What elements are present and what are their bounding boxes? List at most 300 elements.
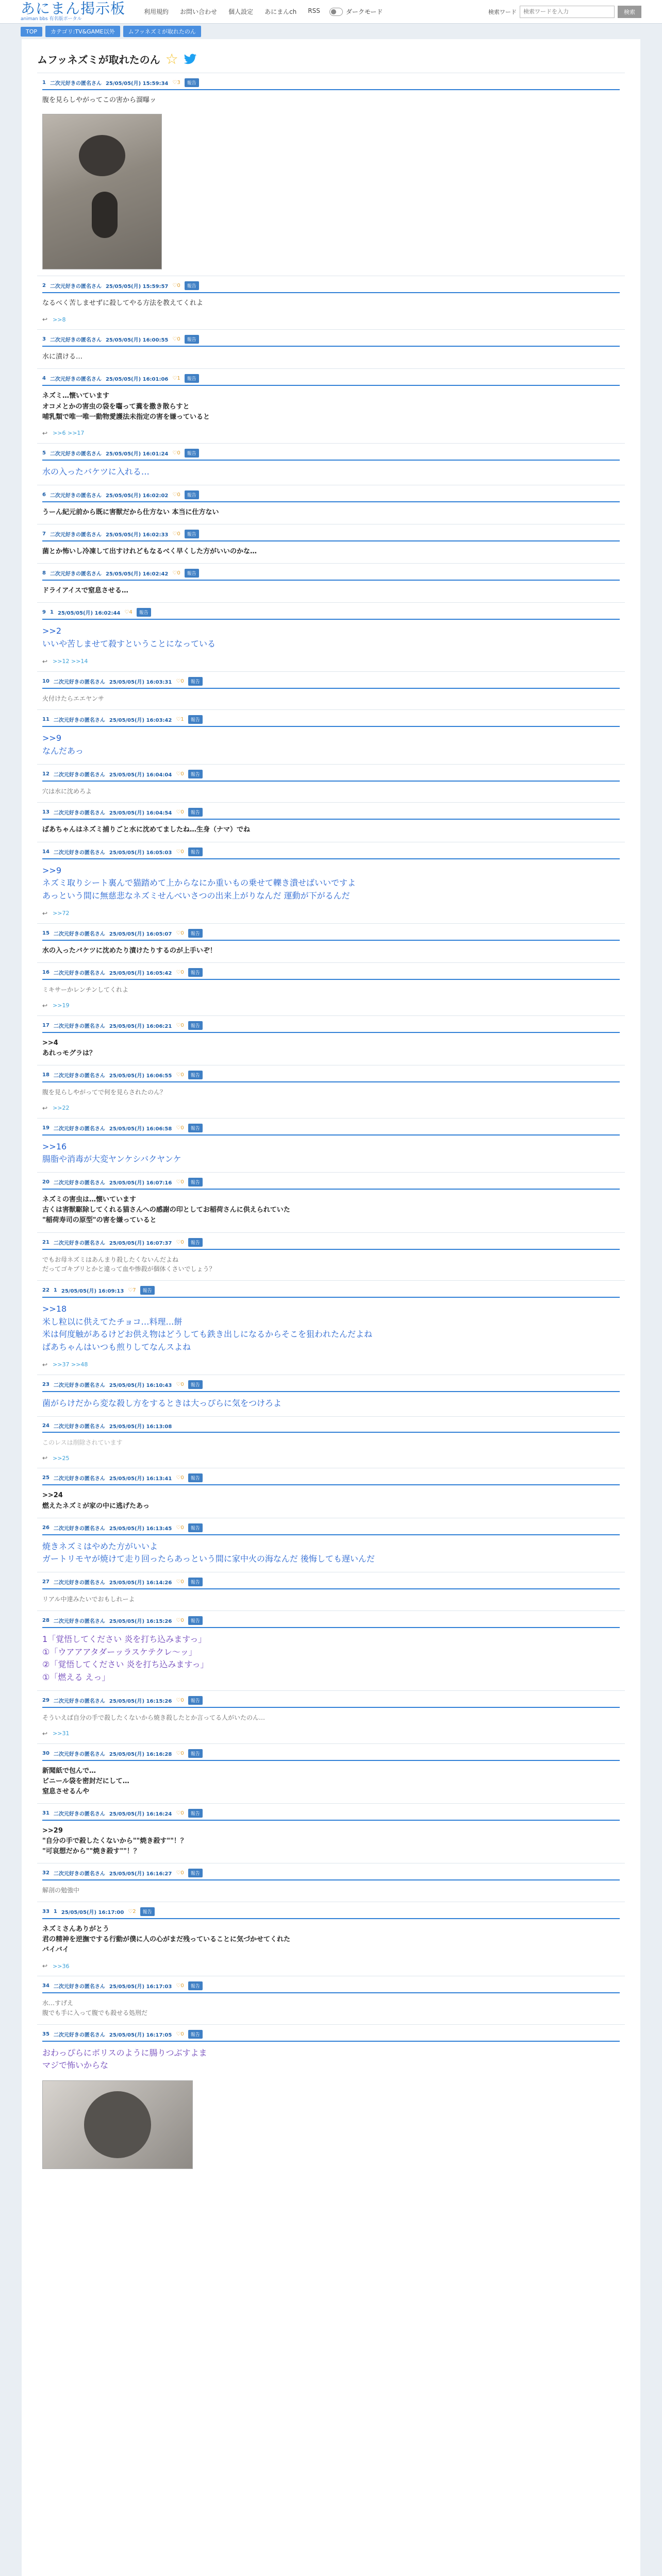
poster-name: 二次元好きの匿名さん [49,493,102,499]
report-button[interactable]: 報告 [188,1124,203,1132]
report-button[interactable]: 報告 [140,1286,155,1295]
poster-name: 二次元好きの匿名さん [49,571,102,577]
post-body: >>29 "自分の手で殺したくないから""焼き殺す""！？ "可哀想だから""焼き殺す""！？ [42,1827,187,1856]
post-date: 25/05/05(月) 16:16:27 [109,1871,172,1877]
post-number[interactable]: 31 [42,1810,49,1817]
heart-icon: ♡ [172,570,177,576]
search-input[interactable] [520,6,615,18]
report-button[interactable]: 報告 [188,1238,203,1247]
heart-icon: ♡ [176,1579,181,1585]
post-number[interactable]: 19 [42,1125,49,1131]
post-number[interactable]: 2 [42,283,46,289]
post-number[interactable]: 6 [42,492,46,498]
heart-icon: ♡ [176,1239,181,1245]
toggle-switch-icon[interactable] [329,8,343,16]
post-header [42,1616,620,1625]
report-button[interactable]: 報告 [185,569,199,578]
report-button[interactable]: 報告 [188,2030,203,2039]
post-divider [42,1134,620,1136]
post-image-mouse-photo[interactable] [42,114,162,269]
like-count: 2 [133,1909,136,1915]
post-number[interactable]: 18 [42,1072,49,1078]
like-count: 0 [180,1239,184,1245]
report-button[interactable]: 報告 [185,490,199,499]
heart-icon: ♡ [176,678,181,684]
like-button[interactable] [172,376,180,381]
heart-icon: ♡ [128,1287,133,1293]
post-number[interactable]: 24 [42,1422,49,1429]
post-header [42,770,620,778]
post-header [42,848,620,856]
reply-anchors[interactable] [42,1453,620,1468]
post-number[interactable]: 34 [42,1983,49,1989]
post-date: 25/05/05(月) 16:02:02 [105,493,169,499]
like-button[interactable] [176,1240,184,1245]
report-button[interactable]: 報告 [188,808,203,817]
post-date: 25/05/05(月) 16:03:42 [109,718,172,724]
post-body: そういえば自分の手で殺したくないから焼き殺したとか言ってる人がいたのん… [42,1714,266,1722]
post [37,563,625,602]
post-body: 火付けたらエエヤンサ [42,694,104,702]
post-divider [42,89,620,90]
nav-terms[interactable]: 利用規約 [144,8,169,15]
poster-name: 1 [53,1287,57,1293]
post-number[interactable]: 7 [42,531,46,537]
like-button[interactable] [176,930,184,936]
post [37,1172,625,1232]
post [37,1803,625,1863]
reply-links[interactable]: >>8 [53,316,66,323]
post-header [42,530,620,538]
thread-container [22,39,640,2576]
reply-anchors[interactable] [42,909,620,923]
report-button[interactable]: 報告 [188,715,203,724]
post [37,1118,625,1173]
twitter-bird-icon[interactable] [184,54,197,65]
post-date: 25/05/05(月) 16:07:16 [109,1180,172,1187]
like-count: 0 [180,1617,184,1623]
like-count: 1 [180,717,184,723]
post-number[interactable]: 22 [42,1287,49,1293]
like-button[interactable] [172,450,180,456]
report-button[interactable]: 報告 [185,78,199,87]
post-list [37,73,625,2169]
post-date: 25/05/05(月) 16:17:00 [61,1910,124,1916]
reply-links[interactable]: >>6 >>17 [53,430,85,437]
like-button[interactable] [176,1618,184,1623]
report-button[interactable]: 報告 [188,1981,203,1990]
poster-name: 二次元好きの匿名さん [53,1240,105,1246]
report-button[interactable]: 報告 [188,1021,203,1030]
reply-icon: ↩ [42,657,48,665]
post-body: >>2 いいや苦しませて殺すということになっている [42,626,216,649]
report-button[interactable]: 報告 [188,1696,203,1705]
heart-icon: ♡ [172,376,177,382]
report-button[interactable]: 報告 [188,968,203,977]
post-body: 穴は水に沈めろよ [42,787,92,795]
post-date: 25/05/05(月) 16:13:45 [109,1526,172,1532]
nav-settings[interactable]: 個人設定 [228,8,254,15]
post-header [42,1380,620,1389]
heart-icon: ♡ [128,1909,133,1915]
post-divider [42,619,620,620]
post-number[interactable]: 10 [42,678,49,684]
post-header [42,569,620,578]
like-count: 0 [177,450,180,456]
post-number[interactable]: 28 [42,1617,49,1623]
like-button[interactable] [176,679,184,684]
post-body: 水の入ったバケツに入れる… [42,466,150,477]
reply-anchors[interactable] [42,429,620,443]
like-button[interactable] [128,1287,136,1293]
post-number[interactable]: 1 [42,80,46,86]
like-count: 0 [180,1579,184,1585]
post [37,1902,625,1976]
post-number[interactable]: 8 [42,570,46,576]
like-count: 0 [180,809,184,816]
like-button[interactable] [172,336,180,342]
post-divider [42,1297,620,1298]
post-body: ネズミ…懐いています オコメとかの害虫の袋を囓って糞を撒き散らすと 哺乳類で唯一唯一動物愛護法未指定の害を嫌っていると [42,392,210,421]
post-number[interactable]: 17 [42,1022,49,1028]
poster-name: 二次元好きの匿名さん [53,1073,105,1079]
site-header [0,0,662,24]
like-button[interactable] [172,570,180,576]
report-button[interactable]: 報告 [185,281,199,290]
heart-icon: ♡ [176,1179,181,1185]
reply-anchors[interactable] [42,657,620,671]
like-button[interactable] [172,283,180,289]
post-divider [42,979,620,980]
post-body: 菌がらけだから変な殺し方をするときは大っぴらに気をつけろよ [42,1398,282,1408]
post-number[interactable]: 15 [42,930,49,936]
poster-name: 二次元好きの匿名さん [53,1984,105,1990]
post [37,1863,625,1902]
poster-name: 二次元好きの匿名さん [49,451,102,457]
report-button[interactable]: 報告 [185,335,199,344]
heart-icon: ♡ [176,1870,181,1876]
post-header [42,1749,620,1758]
post-divider [42,781,620,782]
like-count: 0 [177,492,180,498]
post [37,602,625,671]
like-count: 0 [180,1125,184,1131]
post-divider [42,460,620,461]
reply-links[interactable]: >>36 [53,1962,70,1970]
poster-name: 二次元好きの匿名さん [53,1871,105,1877]
like-button[interactable] [172,80,180,86]
post-divider [42,1820,620,1821]
post-body: ばあちゃんはネズミ捕りごと水に沈めてましたね…生身（ナマ）でね [42,826,251,834]
post [37,1611,625,1690]
like-button[interactable] [176,1810,184,1816]
like-button[interactable] [176,1475,184,1481]
post-header [42,608,620,617]
dark-mode-label: ダークモード [345,8,383,15]
reply-links[interactable]: >>12 >>14 [53,658,88,665]
like-button[interactable] [176,1023,184,1028]
breadcrumb-category[interactable]: カテゴリ:TV&GAME以外 [45,26,120,37]
heart-icon: ♡ [172,450,177,456]
post-number[interactable]: 3 [42,336,46,343]
search-label: 検索ワード [488,8,517,15]
post-divider [42,940,620,941]
like-count: 0 [180,1870,184,1876]
poster-name: 1 [49,609,54,616]
like-button[interactable] [172,492,180,498]
poster-name: 二次元好きの匿名さん [53,679,105,685]
reply-links[interactable]: >>25 [53,1454,70,1462]
thread-title-row [37,46,625,73]
report-button[interactable]: 報告 [188,1523,203,1532]
heart-icon: ♡ [176,1022,181,1028]
post-header [42,929,620,938]
report-button[interactable]: 報告 [188,1578,203,1586]
report-button[interactable]: 報告 [188,770,203,778]
post-number[interactable]: 32 [42,1870,49,1876]
poster-name: 二次元好きの匿名さん [49,337,102,344]
post-date: 25/05/05(月) 16:15:26 [109,1699,172,1705]
reply-icon: ↩ [42,316,48,324]
dark-mode-toggle[interactable] [329,7,383,16]
post-body: 水に漬ける… [42,353,83,361]
post-number[interactable]: 4 [42,376,46,382]
like-button[interactable] [176,771,184,777]
post-body: 水…すげえ 腹でも手に入って腹でも殺せる処刑だ [42,1999,148,2017]
post-body: でもお母ネズミはあんまり殺したくないんだよね だってゴキブリとかと違って血や惨殺が個体くさいでしょう？ [42,1256,216,1273]
post-header [42,78,620,87]
post-number[interactable]: 12 [42,771,49,777]
post [37,1743,625,1803]
post [37,368,625,443]
heart-icon: ♡ [176,1125,181,1131]
post-divider [42,501,620,502]
post-number[interactable]: 14 [42,849,49,855]
report-button[interactable]: 報告 [188,1616,203,1625]
post-divider [42,1588,620,1589]
post-date: 25/05/05(月) 16:13:41 [109,1476,172,1482]
poster-name: 二次元好きの匿名さん [53,810,105,817]
post-number[interactable]: 29 [42,1698,49,1704]
reply-anchors[interactable] [42,1360,620,1375]
reply-anchors[interactable] [42,1104,620,1118]
post-number[interactable]: 5 [42,450,46,456]
search-button[interactable]: 検索 [618,6,641,18]
post-divider [42,858,620,859]
top-nav [144,7,320,16]
like-count: 0 [180,1810,184,1817]
like-count: 0 [180,1072,184,1078]
report-button[interactable]: 報告 [188,1071,203,1079]
post-number[interactable]: 33 [42,1909,49,1915]
like-count: 0 [180,1475,184,1481]
report-button[interactable]: 報告 [185,530,199,538]
reply-links[interactable]: >>22 [53,1105,70,1112]
reply-anchors[interactable] [42,315,620,329]
like-button[interactable] [176,1125,184,1131]
post-number[interactable]: 21 [42,1239,49,1245]
post-number[interactable]: 16 [42,970,49,976]
post [37,802,625,841]
like-button[interactable] [176,2031,184,2037]
post [37,962,625,1015]
logo-text: あにまん掲示板 [21,0,126,17]
report-button[interactable]: 報告 [188,1869,203,1877]
report-button[interactable]: 報告 [185,374,199,383]
post-date: 25/05/05(月) 16:05:03 [109,850,172,856]
post-divider [42,1534,620,1535]
report-button[interactable]: 報告 [185,449,199,457]
nav-animanch[interactable]: あにまんch [264,8,297,15]
post-image-illustration[interactable] [42,2080,193,2169]
post [37,1232,625,1280]
post-header [42,1238,620,1247]
poster-name: 二次元好きの匿名さん [49,284,102,290]
post-number[interactable]: 30 [42,1750,49,1756]
post-date: 25/05/05(月) 16:05:42 [109,971,172,977]
nav-contact[interactable]: お問い合わせ [180,8,218,15]
like-button[interactable] [176,1179,184,1185]
post-body: リアル中達みたいでおもしれーよ [42,1596,135,1603]
post-header [42,1071,620,1079]
breadcrumb-top[interactable]: TOP [21,27,42,37]
like-button[interactable] [176,849,184,855]
reply-icon: ↩ [42,1361,48,1368]
post [37,1572,625,1611]
post-body: >>9 ネズミ取りシート裏んで猫踏めて上からなにか重いもの乗せて轢き潰せばいいですよ あっという間に無慈悲なネズミせんべいさつの出来上がりなんだ 運動が下がるんだ [42,865,356,901]
post-divider [42,580,620,581]
poster-name: 二次元好きの匿名さん [53,1382,105,1388]
post [37,1690,625,1743]
post-number[interactable]: 11 [42,717,49,723]
report-button[interactable]: 報告 [137,608,151,617]
post-divider [42,1918,620,1919]
like-button[interactable] [176,1525,184,1531]
report-button[interactable]: 報告 [188,848,203,856]
poster-name: 二次元好きの匿名さん [53,1580,105,1586]
post-header [42,1696,620,1705]
post-number[interactable]: 25 [42,1475,49,1481]
like-button[interactable] [172,531,180,537]
post-divider [42,1249,620,1250]
heart-icon: ♡ [176,1698,181,1704]
poster-name: 1 [53,1909,57,1915]
post-divider [42,2041,620,2042]
poster-name: 二次元好きの匿名さん [53,1423,105,1430]
reply-links[interactable]: >>37 >>48 [53,1361,88,1368]
post-number[interactable]: 9 [42,609,46,616]
heart-icon: ♡ [176,1524,181,1531]
like-button[interactable] [176,809,184,815]
post-date: 25/05/05(月) 16:06:55 [109,1073,172,1079]
reply-anchors[interactable] [42,1729,620,1743]
report-button[interactable]: 報告 [188,929,203,938]
report-button[interactable]: 報告 [188,677,203,686]
reply-links[interactable]: >>72 [53,910,70,917]
post [37,443,625,485]
post-date: 25/05/05(月) 16:16:24 [109,1811,172,1818]
like-button[interactable] [124,609,132,615]
reply-links[interactable]: >>31 [53,1730,70,1737]
report-button[interactable]: 報告 [188,1749,203,1758]
post-date: 25/05/05(月) 16:17:05 [109,2032,172,2038]
post-header [42,715,620,724]
like-button[interactable] [176,1579,184,1585]
star-icon[interactable]: ☆ [165,50,178,67]
post-divider [42,1627,620,1628]
post [37,276,625,329]
post-body: ネズミの害虫は…懐いています 古くは害獣駆除してくれる猫さんへの感謝の印としてお稲荷さんに供えられていた "稲荷寿司の原型"の害を嫌っていると [42,1196,290,1225]
reply-icon: ↩ [42,429,48,437]
post-body: >>16 腸脂や消毒が大変ヤンケシバクヤンケ [42,1141,181,1164]
post-number[interactable]: 27 [42,1579,49,1585]
like-button[interactable] [128,1909,136,1914]
report-button[interactable]: 報告 [188,1380,203,1389]
report-button[interactable]: 報告 [188,1178,203,1187]
breadcrumb-thread[interactable]: ムフッネズミが取れたのん [123,26,201,37]
post [37,524,625,563]
like-button[interactable] [176,1072,184,1078]
like-count: 0 [177,336,180,343]
like-count: 0 [180,771,184,777]
like-button[interactable] [176,717,184,722]
nav-rss[interactable]: RSS [308,7,320,14]
reply-anchors[interactable] [42,1001,620,1015]
report-button[interactable]: 報告 [188,1809,203,1818]
post-divider [42,1992,620,1993]
post-date: 25/05/05(月) 16:15:26 [109,1618,172,1624]
poster-name: 二次元好きの匿名さん [53,971,105,977]
post [37,1065,625,1118]
site-logo[interactable] [21,2,125,22]
post [37,1976,625,2024]
post [37,1280,625,1375]
heart-icon: ♡ [176,1750,181,1756]
post-body: >>9 なんだあっ [42,733,84,756]
post-header [42,968,620,977]
post [37,709,625,764]
report-button[interactable]: 報告 [188,1473,203,1482]
reply-anchors[interactable] [42,1961,620,1976]
post-header [42,677,620,686]
post-number[interactable]: 35 [42,2031,49,2037]
post-number[interactable]: 23 [42,1381,49,1387]
post [37,1015,625,1065]
post [37,1518,625,1572]
post-number[interactable]: 20 [42,1179,49,1185]
report-button[interactable]: 報告 [140,1907,155,1916]
like-count: 0 [180,1524,184,1531]
like-count: 0 [177,531,180,537]
reply-links[interactable]: >>19 [53,1002,70,1009]
like-button[interactable] [176,1698,184,1703]
post-number[interactable]: 26 [42,1524,49,1531]
post-date: 25/05/05(月) 16:07:37 [109,1240,172,1246]
post-divider [42,1707,620,1708]
post-header [42,1286,620,1295]
post-number[interactable]: 13 [42,809,49,816]
post-date: 25/05/05(月) 16:04:54 [109,810,172,817]
post-body: 焼きネズミはやめた方がいいよ ガートリモヤが焼けて走り回ったらあっという間に家中火の海なんだ 後悔しても遅いんだ [42,1541,375,1564]
like-button[interactable] [176,1983,184,1989]
like-button[interactable] [176,1870,184,1876]
post-header [42,1907,620,1916]
like-button[interactable] [176,1382,184,1387]
like-button[interactable] [176,970,184,975]
heart-icon: ♡ [172,336,177,343]
like-button[interactable] [176,1751,184,1756]
post-date: 25/05/05(月) 16:02:33 [105,532,169,538]
